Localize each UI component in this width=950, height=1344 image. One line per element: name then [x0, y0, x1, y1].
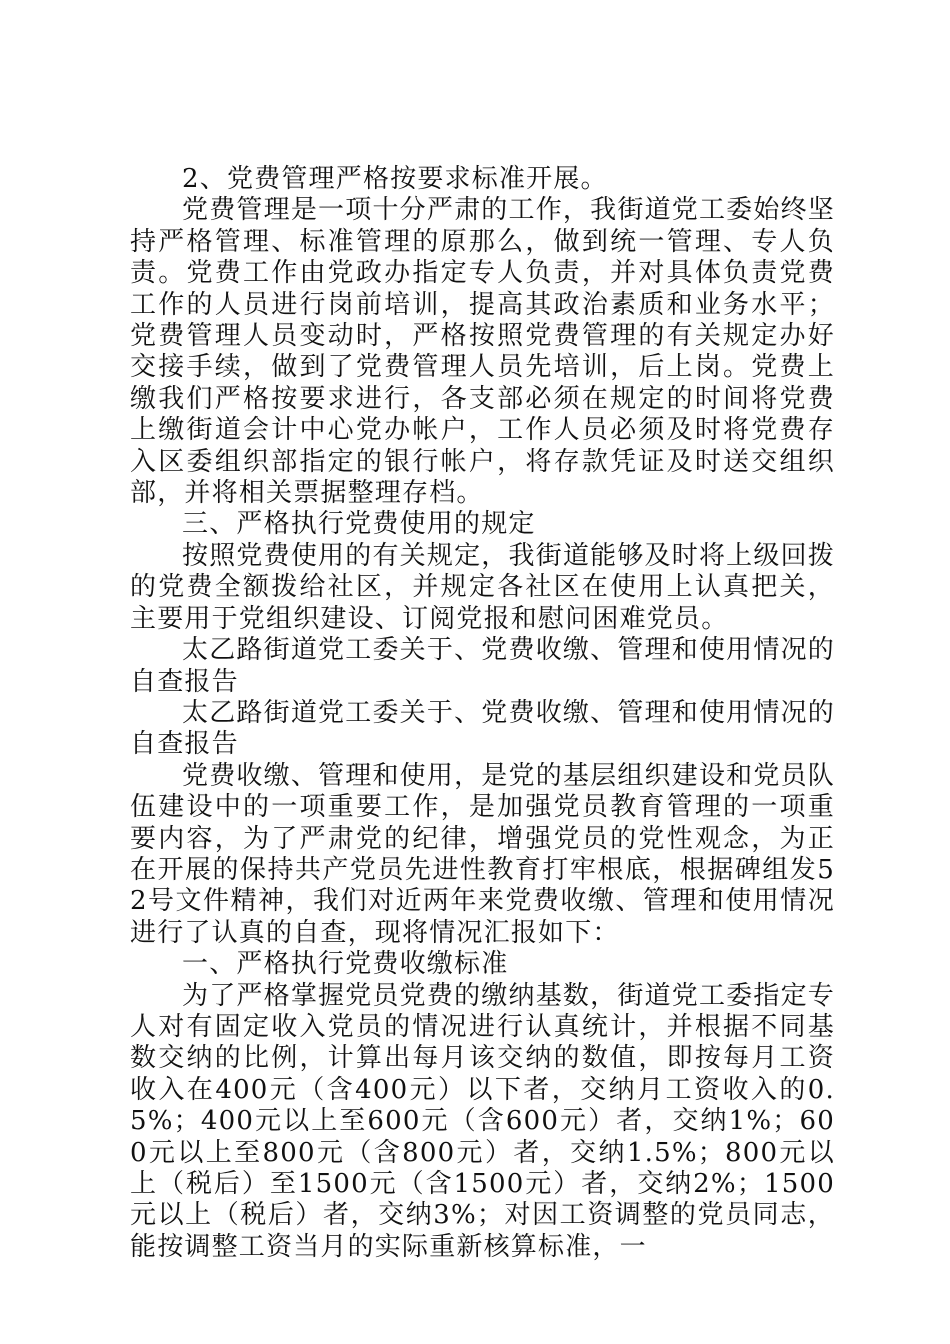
report-title: 太乙路街道党工委关于、党费收缴、管理和使用情况的自查报告	[130, 635, 835, 697]
paragraph-introduction: 党费收缴、管理和使用，是党的基层组织建设和党员队伍建设中的一项重要工作，是加强党员教育管理的一项重要内容，为了严肃党的纪律，增强党员的党性观念，为正在开展的保持共产党员先进性教育打牢根底，根据碑组发52号文件精神，我们对近两年来党费收缴、管理和使用情况进行了认真的自查，现将情况汇报如下：	[130, 760, 835, 948]
paragraph-fee-standards: 为了严格掌握党员党费的缴纳基数，街道党工委指定专人对有固定收入党员的情况进行认真统计，并根据不同基数交纳的比例，计算出每月该交纳的数值，即按每月工资收入在400元（含400元）以下者，交纳月工资收入的0.5%；400元以上至600元（含600元）者，交纳1%；600元以上至800元（含800元）者，交纳1.5%；800元以上（税后）至1500元（含1500元）者，交纳2%；1500元以上（税后）者，交纳3%；对因工资调整的党员同志，能按调整工资当月的实际重新核算标准，一	[130, 980, 835, 1262]
report-title-repeat: 太乙路街道党工委关于、党费收缴、管理和使用情况的自查报告	[130, 697, 835, 760]
paragraph-fee-management: 党费管理是一项十分严肃的工作，我街道党工委始终坚持严格管理、标准管理的原那么，做到统一管理、专人负责。党费工作由党政办指定专人负责，并对具体负责党费工作的人员进行岗前培训，提高其政治素质和业务水平；党费管理人员变动时，严格按照党费管理的有关规定办好交接手续，做到了党费管理人员先培训，后上岗。党费上缴我们严格按要求进行，各支部必须在规定的时间将党费上缴街道会计中心党办帐户，工作人员必须及时将党费存入区委组织部指定的银行帐户，将存款凭证及时送交组织部，并将相关票据整理存档。	[130, 195, 835, 509]
paragraph-fee-usage: 按照党费使用的有关规定，我街道能够及时将上级回拨的党费全额拨给社区，并规定各社区在使用上认真把关，主要用于党组织建设、订阅党报和慰问困难党员。	[130, 540, 835, 634]
document-body	[130, 164, 835, 1263]
section-heading-3: 三、严格执行党费使用的规定	[182, 509, 536, 540]
section-heading-2: 2、党费管理严格按要求标准开展。	[182, 164, 608, 194]
section-heading-1: 一、严格执行党费收缴标准	[182, 949, 509, 980]
